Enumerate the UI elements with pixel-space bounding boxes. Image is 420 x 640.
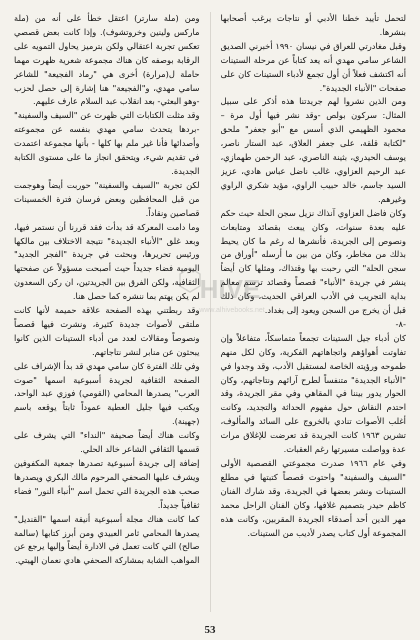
paragraph: وقد مثلت الكتابات التي ظهرت عن "السيف والسفينة" -بردها يتحدث سامي مهدي بنفسه عن مجموعته وأصدائها فأنا غير ملم بها كلها - بأنها مجموعة اعتمدت في تقديم شيء، ويتحقق انجاز ما على مستوى الكتابة الجديدة. — [14, 110, 200, 176]
watermark-subtext: www.alhivebooks.net — [199, 307, 265, 314]
section-number: -٨- — [395, 318, 406, 329]
right-column — [221, 12, 407, 612]
paragraph: ومن الذين نشروا لهم جريدتنا هذه أذكر على سبيل المثال: سركون بولص -وقد نشر فيها أول مرة – محمود الظهيمي الذي أسس مع "أبو جعفر" ملحق "لكتابة قلقة، على جعفر العلاق، عبد الستار ناصر، يوسف الحيدري، بثينة الناصري، عبد الرحمن طهمازي، عبد الرحيم العزاوي، غالب ناضل عباس هادي، عزيز السيد جاسم، خالد حبيب الراوي، مؤيد شكري الراوي وغيرهم. — [220, 96, 406, 204]
paragraph: كما كانت هناك مجلة أسبوعية أنيقة اسمها "القنديل" يصدرها المحامي ثامر العبيدي ومن أبرز كتابها (سالمة صالح) التي كانت تعمل في الادارة أيضاً وإليها يرجع عن المواهب الشابة بمشاركة الصحفي هادي نعمان الهيتي. — [14, 513, 200, 566]
watermark-text: HIVE — [199, 274, 261, 304]
paragraph: وكان فاضل العزاوي آنذاك نزيل سجن الحلة حيث حكم عليه بعدة سنوات، وكان يبعث بقصائد ومتابعات ونصوص إلى الجريدة، فأنشرها له رغم ما كان يحيط بذلك من مخاطر، وكان من بين ما أرسله "أوراق من سجن الحلة" التي رحبت بها وقتذاك، ومثلها كان أيضاً ينشر في جريدة "الأنباء" قصصاً وقصائد ترسم معالم بداية التجريب في الأدب العراقي الحديث، وكان ذلك قبل أن يخرج من السجن ويعود إلى بغداد. — [220, 207, 406, 316]
paragraph: وقبل مغادرتي للعراق في نيسان ١٩٩٠ أخبرني الصديق الشاعر سامي مهدي أنه يعد كتاباً عن مرحلة الستينات أنه اكتشف فعلاً أن أول تجمع لأدباء الستينات كان على صفحات "الأنباء الجديدة". — [220, 40, 406, 93]
paragraph: لتحمل تأييد خطنا الأدبي أو نتاجات يرغب أصحابها بنشرها. — [220, 13, 406, 37]
paragraph: وفي تلك الفترة كان سامي مهدي قد بدأ الإشراف على الصفحة الثقافية لجريدة أسبوعية اسمها "صوت العرب" يصدرها المحامي (القومي) فوزي عبد الواحد، ويكتب فيها جليل العطية عموداً ثابتاً يوقعه باسم (جهينة). — [14, 360, 200, 427]
paragraph: وقد ربطتني بهذه الصفحة علاقة حميمة لأنها كانت ملتقى لأصوات جديدة كثيرة، ونشرت فيها قصصاً ونصوصاً ومقالات لعدد من أدباء الستينات الذين كانوا يبحثون عن منابر لنشر نتاجاتهم. — [14, 305, 200, 357]
paragraph: وكانت هناك أيضاً صحيفة "النداء" التي يشرف على قسمها الثقافي الشاعر خالد الحلي. — [14, 430, 200, 455]
column-divider — [210, 12, 211, 612]
paragraph: كان أدباء جيل الستينات تجمعاً متماسكاً، متفاعلاً وإن تفاوتت أهواؤهم واتجاهاتهم الفكرية، وكان لكل منهم طموحه ورؤيته الخاصة لمستقبل الأدب، وقد وجدوا في "الأنباء الجديدة" متنفساً لطرح آرائهم ونتاجاتهم، وكان الحوار يدور بيننا في المقاهي وفي مقر الجريدة، وقد احتدم النقاش حول مفهوم الحداثة والتجديد، وكانت أغلب الأصوات تنادي بالخروج على السائد والمألوف، تشرين ١٩٦٣ كانت الجريدة قد تعرضت للإغلاق مرات عدة وواصلت مسيرتها رغم العقبات. — [220, 332, 406, 455]
page-number: 53 — [204, 624, 216, 636]
paragraph: ومن (ملة سارتر) اعتقل خطأ على أنه من (ملة ماركس ولينين وخروتشوف). وإذا كانت بعض قصصي تعكس تجربة اعتقالي ولكن بترميز يحاول التمويه على الرقابة بوصفه كان هناك مجموعة شعرية ظهرت مهما حاملة ل(مرارة) أخرى هي "رماد الفجيعة" للشاعر سامي مهدي، و"الفجيعة" هنا إشارة إلى حصل لحزب -وهو البعثي- بعد انقلاب عبد السلام عارف عليهم. — [14, 13, 200, 107]
paragraph: وما دامت المعركة قد بدأت فقد قررنا أن نستمر فيها، وبعد غلق "الأنباء الجديدة" نتيجة الاختلاف بين مالكها ورئيس تحريرها، وبحثت في جريدة "الفجر الجديد" اليومية فضاء جديداً حيث أصبحت مسؤولاً عن صفحتها الثقافية، ولكن الفرق بين الجريدتين، ان ركن السعدون لم يكن يهتم بما ننشره كما حصل هنا. — [14, 221, 200, 302]
paragraph: وفي عام ١٩٦٦ صدرت مجموعتي القصصية الأولى "السيف والسفينة" واحتوت قصصاً كتبتها في مطلع الستينات ونشر بعضها في الجريدة، وقد شارك الفنان كاظم حيدر بتصميم غلافها، وكان الفنان الراحل محمد مهر الدين أحد أصدقاء الجريدة المقربين، وكانت هذه المجموعة أول كتاب يصدر لأديب من الستينات. — [220, 458, 406, 538]
paragraph: لكن تجربة "السيف والسفينة" حوربت أيضاً وهوجمت من قبل المحافظين وبعض فرسان فترة الخمسينات قصاصين ونقاداً. — [14, 179, 200, 218]
paragraph: إضافة إلى جريدة أسبوعية تصدرها جمعية المكفوفين ويشرف عليها الصحفي المرحوم مالك البكري ويصدرها صحب هذه الجريدة التي تحمل اسم "أنباء النور" فضاء ثقافياً جديداً. — [14, 458, 200, 510]
two-column-body — [14, 12, 406, 612]
left-column — [14, 12, 200, 612]
